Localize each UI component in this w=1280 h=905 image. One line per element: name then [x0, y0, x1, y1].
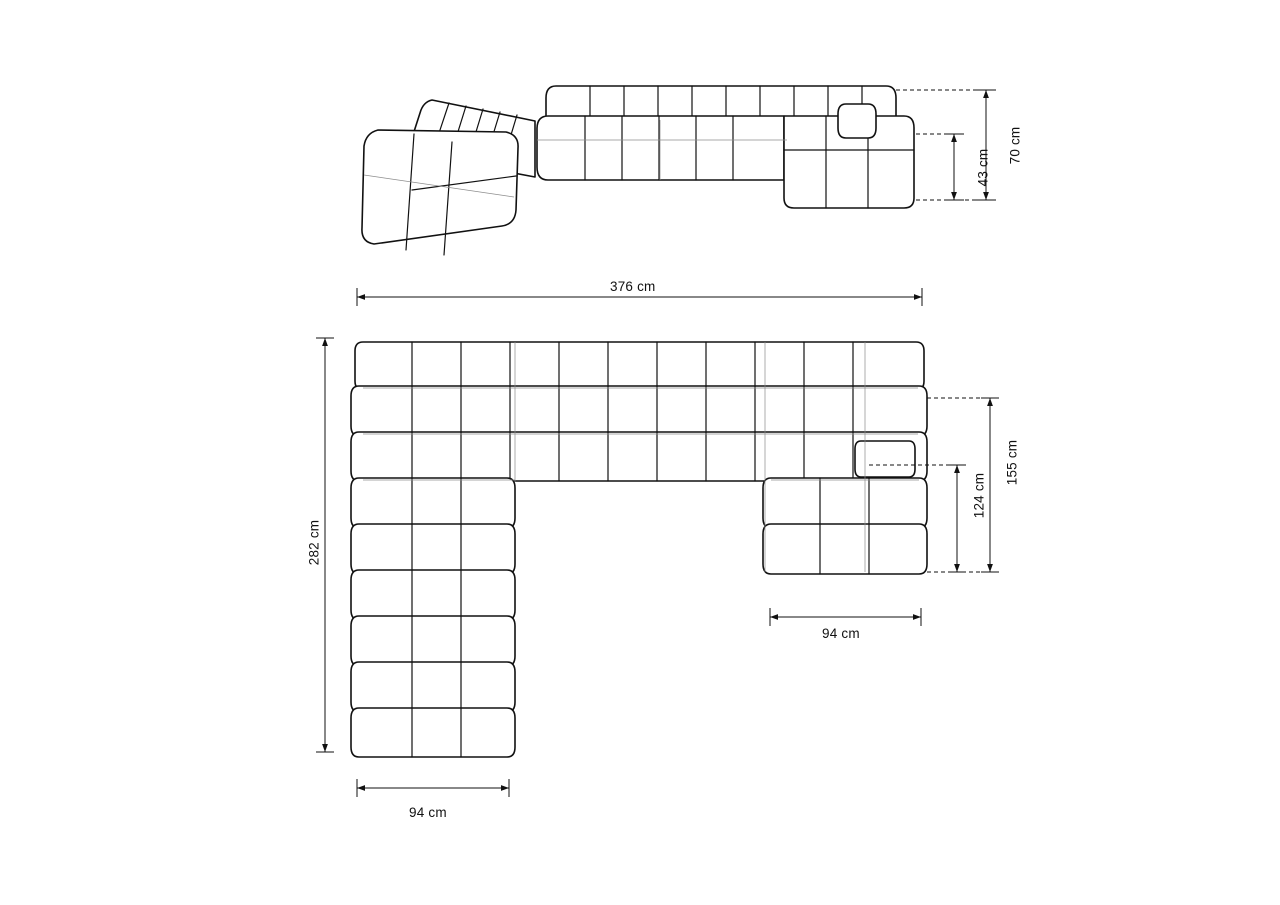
dimension-label-depth-124: 124 cm [971, 472, 987, 519]
top-view-group [351, 342, 927, 757]
plan-third-row [351, 432, 927, 481]
dimension-label-width-376: 376 cm [610, 279, 656, 294]
plan-back-row [355, 342, 924, 390]
dimension-label-width-94-left: 94 cm [409, 805, 447, 820]
dimension-label-depth-155: 155 cm [1004, 439, 1020, 486]
perspective-view-group [362, 86, 914, 255]
perspective-right-chaise [784, 104, 914, 208]
plan-second-row [351, 386, 927, 436]
perspective-back-seat [537, 116, 784, 180]
dimension-label-depth-282: 282 cm [306, 519, 322, 566]
dimension-label-height-43: 43 cm [975, 148, 991, 187]
perspective-left-seat [362, 130, 518, 255]
plan-right-chaise [763, 478, 927, 574]
plan-left-column [351, 478, 515, 757]
dimension-label-width-94-right: 94 cm [822, 626, 860, 641]
dimension-label-height-70: 70 cm [1007, 126, 1023, 165]
